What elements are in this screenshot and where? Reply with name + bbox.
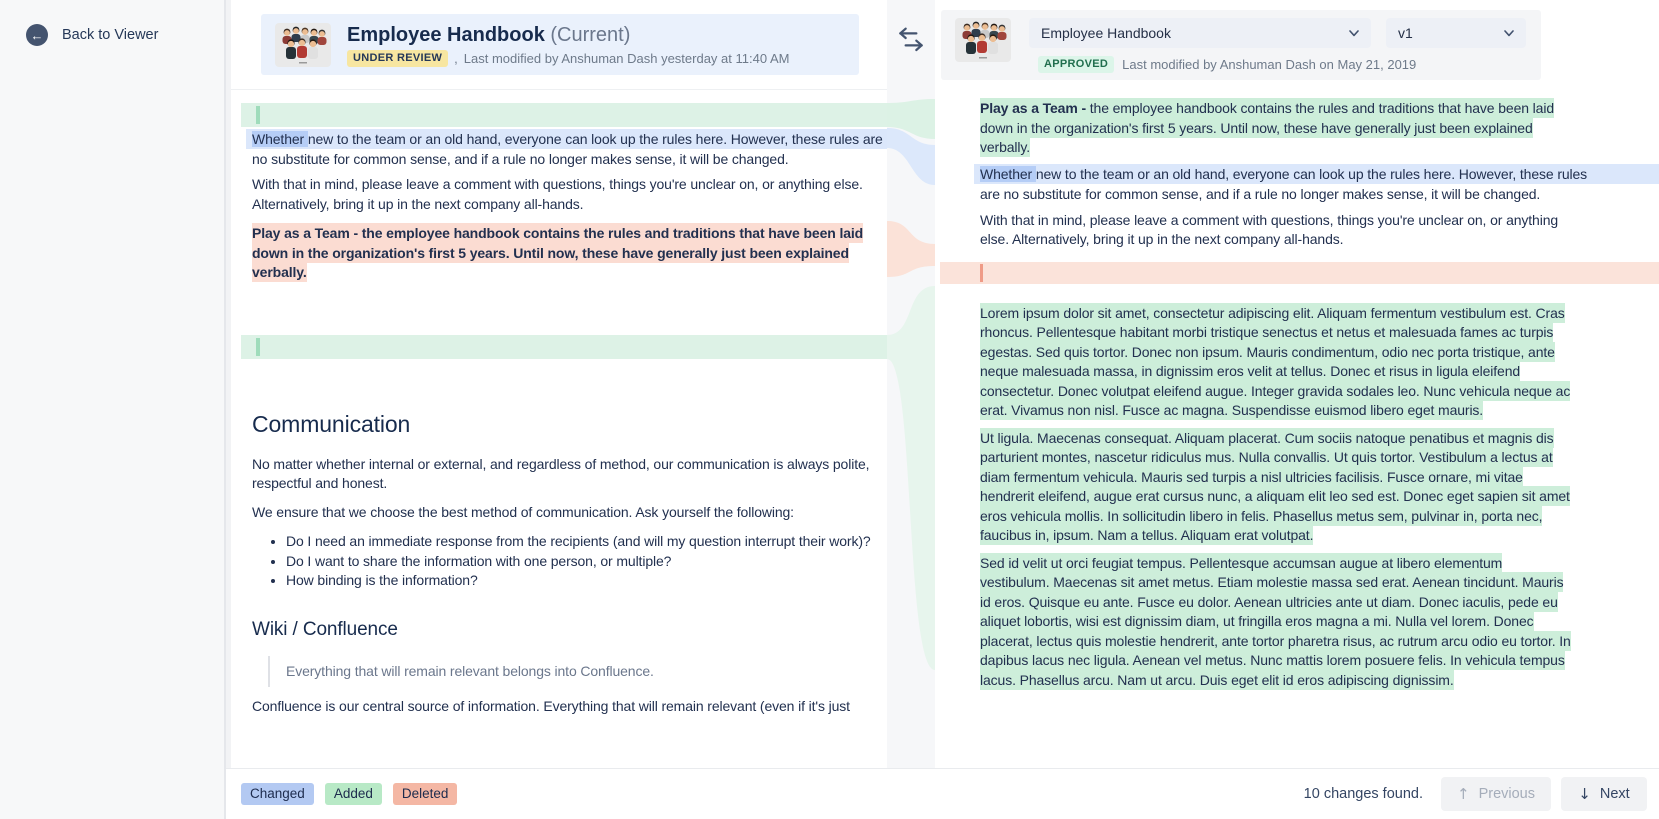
paragraph: With that in mind, please leave a comment with questions, things you're unclear on, or anything else. Alternatively, bring it up in the next company all-hands. (252, 176, 863, 212)
deleted-paragraph: Play as a Team - the employee handbook contains the rules and traditions that have been laid down in the organization's first 5 years. Until now, these have generally just been explained verbally. (252, 225, 864, 280)
diff-footer-bar (226, 768, 1659, 819)
current-modified-note: Last modified by Anshuman Dash yesterday at 11:40 AM (463, 50, 790, 66)
document-select-value: Employee Handbook (1041, 25, 1171, 41)
added-empty-line-marker (241, 335, 887, 359)
communication-heading: Communication (252, 410, 411, 437)
added-paragraph: Sed id velit ut orci feugiat tempus. Pellentesque accumsan augue at libero elementum vestibulum. Maecenas sit amet metus. Etiam molestie massa sed erat. Aenean tincidunt. Mauris id eros. Quisque eu ante. Fusce eu dolor. Aenean ultricies ante ut diam. Donec iaculis, pede eu aliquet lobortis, wisi est dignissim diam, ut fringilla eros magna a mi. Nulla vel lorem. Donec placerat, lectus quis molestie hendrerit, ante tortor pharetra risus, ac rutrum arcu odio eu tortor. In dapibus lacus nec ligula. Aenean vel metus. Nunc mattis lorem posuere felis. In vehicula tempus lacus. Phasellus arcu. Nam ut arcu. Duis eget elit id eros adipiscing dignissim. (980, 554, 1571, 688)
document-thumbnail-people-icon (955, 18, 1011, 62)
list-item: • Do I need an immediate response from the recipients (and will my question interrupt their work)? (286, 532, 875, 552)
wiki-confluence-heading: Wiki / Confluence (252, 618, 398, 640)
sidebar (0, 0, 226, 819)
changes-found-count: 10 changes found. (1303, 786, 1423, 802)
blockquote: Everything that will remain relevant belongs into Confluence. (268, 656, 875, 688)
current-version-header-card (261, 14, 859, 75)
back-to-viewer-button[interactable] (26, 24, 224, 46)
diff-connector-shapes (887, 0, 935, 768)
current-document-title: Employee Handbook (Current) (347, 23, 631, 46)
deleted-empty-line-marker (940, 262, 1659, 284)
swap-versions-button[interactable] (895, 24, 927, 56)
swap-arrows-icon (895, 24, 927, 56)
compare-main-area (226, 0, 1659, 819)
current-version-panel[interactable] (226, 0, 887, 768)
chevron-down-icon (1504, 30, 1514, 37)
compare-panels (226, 0, 1659, 768)
document-thumbnail-people-icon (275, 23, 331, 67)
compared-modified-note: Last modified by Anshuman Dash on May 21, 2019 (1122, 57, 1417, 72)
added-empty-line-marker (241, 103, 887, 127)
back-to-viewer-label: Back to Viewer (62, 27, 159, 43)
next-change-button[interactable]: ↓ Next (1561, 777, 1647, 811)
compared-version-panel[interactable] (935, 0, 1659, 768)
paragraph: With that in mind, please leave a comment with questions, things you're unclear on, or anything else. Alternatively, bring it up in the next company all-hands. (980, 211, 1559, 247)
compared-document-content (980, 0, 1588, 768)
changed-paragraph: Whether new to the team or an old hand, everyone can look up the rules here. However, these rules are no substitute for common sense, and if a rule no longer makes sense, it will be changed. (252, 129, 875, 169)
legend-added-chip: Added (325, 783, 382, 805)
arrow-down-icon: ↓ (1578, 784, 1591, 803)
added-paragraph: Lorem ipsum dolor sit amet, consectetur adipiscing elit. Aliquam fermentum vestibulum est. Cras rhoncus. Pellentesque habitant morbi tristique senectus et netus et malesuada fames ac turpis egestas. Sed quis tortor. Donec non ipsum. Mauris condimentum, odio nec porta tristique, ante neque malesuada massa, in dignissim eros velit at tellus. Donec et risus in ligula eleifend consectetur. Donec volutpat eleifend augue. Integer gravida sodales leo. Nunc vehicula neque ac erat. Vivamus non nisl. Fusce ac magna. Suspendisse euismod libero eget mauris. (980, 304, 1571, 418)
paragraph: No matter whether internal or external, and regardless of method, our communication is always polite, respectful and honest. (252, 455, 870, 491)
version-select-dropdown[interactable] (1386, 18, 1526, 48)
comma: , (454, 50, 458, 66)
communication-bullet-list (252, 532, 875, 591)
previous-change-button[interactable]: ↑ Previous (1441, 777, 1551, 811)
changed-paragraph: Whether new to the team or an old hand, everyone can look up the rules here. However, these rules are no substitute for common sense, and if a rule no longer makes sense, it will be changed. (980, 164, 1571, 204)
chevron-down-icon (1349, 30, 1359, 37)
list-item: • Do I want to share the information with one person, or multiple? (286, 552, 875, 572)
diff-connector-gutter (887, 0, 935, 768)
compared-version-header-card (941, 10, 1541, 80)
current-document-content (252, 0, 883, 768)
paragraph: We ensure that we choose the best method of communication. Ask yourself the following: (252, 503, 794, 520)
document-select-dropdown[interactable] (1029, 18, 1371, 48)
arrow-up-icon: ↑ (1457, 784, 1470, 803)
diff-legend (241, 783, 457, 805)
version-select-value: v1 (1398, 25, 1413, 41)
current-label: (Current) (550, 23, 631, 46)
approved-status-badge: APPROVED (1038, 56, 1114, 73)
back-arrow-icon: ← (26, 24, 48, 46)
paragraph: Confluence is our central source of information. Everything that will remain relevant (even if it's just (252, 698, 850, 714)
added-paragraph: Play as a Team - the employee handbook contains the rules and traditions that have been laid down in the organization's first 5 years. Until now, these have generally just been explained verbally. (980, 100, 1554, 155)
legend-changed-chip: Changed (241, 783, 314, 805)
legend-deleted-chip: Deleted (393, 783, 458, 805)
under-review-status-badge: UNDER REVIEW (347, 50, 448, 67)
list-item: • How binding is the information? (286, 571, 875, 591)
added-paragraph: Ut ligula. Maecenas consequat. Aliquam placerat. Cum sociis natoque penatibus et magnis dis parturient montes, nascetur ridiculus mus. Nulla convallis. Ut quis tortor. Vestibulum a lectus at diam fermentum vehicula. Mauris sed turpis a nisl ultricies facilisis. Fusce ornare, mi vitae hendrerit eleifend, augue erat cursus nunc, a aliquam elit leo sed est. Donec eget sapien sit amet eros vehicula mollis. In sollicitudin libero in felis. Phasellus metus sem, pulvinar in, porta nec, faucibus in, ipsum. Nam a tellus. Aliquam erat volutpat. (980, 429, 1570, 543)
